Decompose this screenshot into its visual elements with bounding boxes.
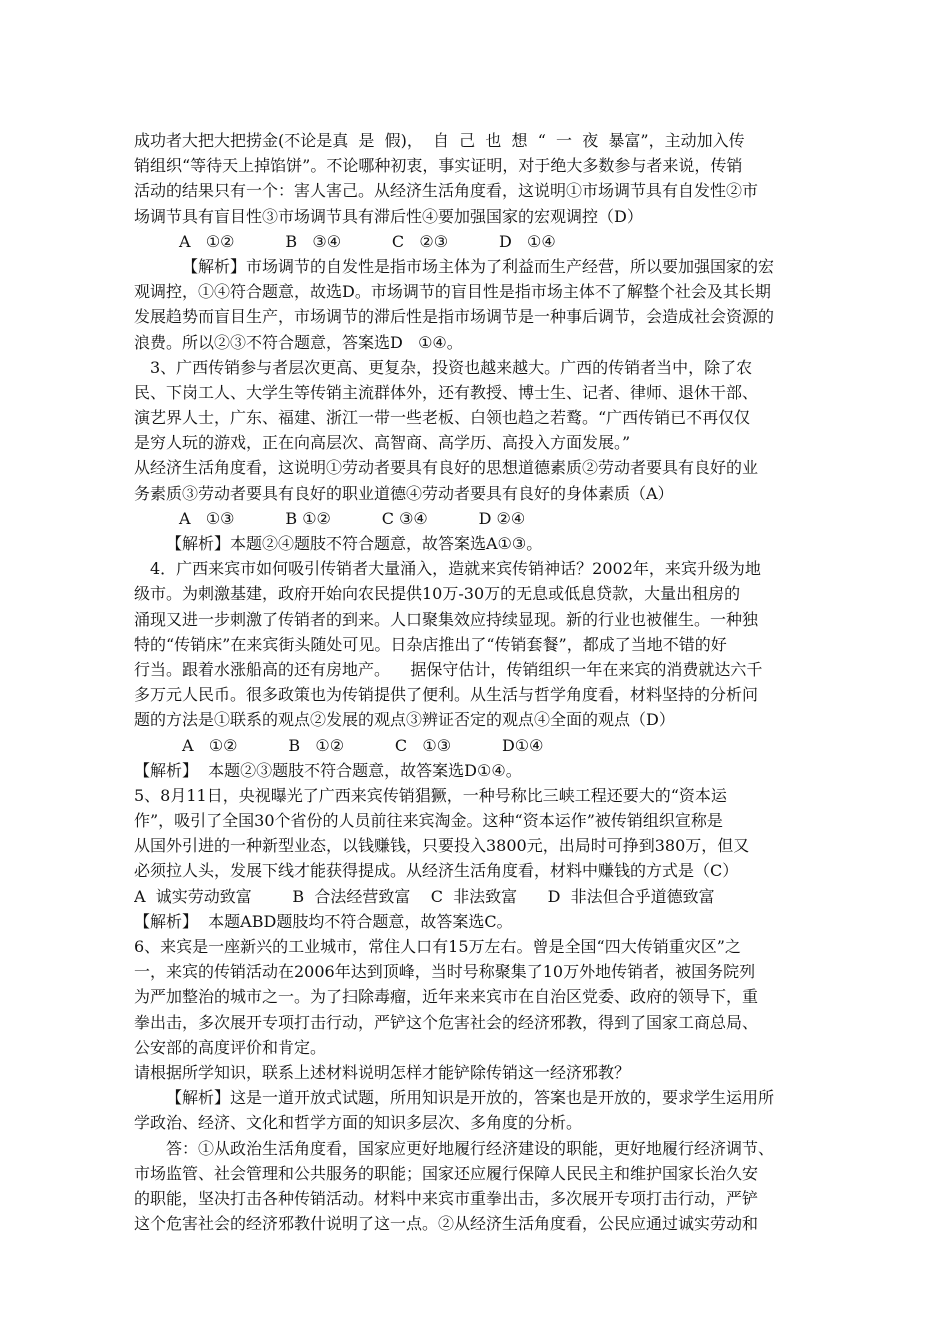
text-line: 从经济生活角度看，这说明①劳动者要具有良好的思想道德素质②劳动者要具有良好的业 <box>134 458 759 478</box>
text-line: 浪费。所以②③不符合题意，答案选D ①④。 <box>134 332 463 352</box>
answer-options: A ①② B ①② C ①③ D①④ <box>182 735 544 755</box>
text-line: 民、下岗工人、大学生等传销主流群体外，还有教授、博士生、记者、律师、退休干部、 <box>134 382 759 402</box>
text-line: 必须拉人头，发展下线才能获得提成。从经济生活角度看，材料中赚钱的方式是（C） <box>134 861 739 881</box>
text-line: 作”，吸引了全国30个省份的人员前往来宾淘金。这种“资本运作”被传销组织宣称是 <box>134 811 723 831</box>
text-line: 行当。跟着水涨船高的还有房地产。 据保守估计，传销组织一年在来宾的消费就达六千 <box>134 659 763 679</box>
answer-options: A ①③ B ①② C ③④ D ②④ <box>179 508 526 528</box>
analysis-line: 【解析】市场调节的自发性是指市场主体为了利益而生产经营，所以要加强国家的宏 <box>182 256 775 276</box>
question-line: 6、来宾是一座新兴的工业城市，常住人口有15万左右。曾是全国“四大传销重灾区”之 <box>134 937 741 956</box>
text-line: 发展趋势而盲目生产，市场调节的滞后性是指市场调节是一种事后调节，会造成社会资源的 <box>134 307 775 327</box>
text-line: 务素质③劳动者要具有良好的职业道德④劳动者要具有良好的身体素质（A） <box>134 483 674 503</box>
analysis-line: 【解析】本题②④题肢不符合题意，故答案选A①③。 <box>166 534 543 553</box>
text-line: 拳出击，多次展开专项打击行动，严铲这个危害社会的经济邪教，得到了国家工商总局、 <box>134 1012 759 1032</box>
text-line: 一，来宾的传销活动在2006年达到顶峰，当时号称聚集了10万外地传销者，被国务院列 <box>134 962 756 982</box>
text-line: 的职能，坚决打击各种传销活动。材料中来宾市重拳出击，多次展开专项打击行动，严铲 <box>134 1188 759 1208</box>
answer-options: A ①② B ③④ C ②③ D ①④ <box>179 231 556 251</box>
text-line: 多万元人民币。很多政策也为传销提供了便利。从生活与哲学角度看，材料坚持的分析问 <box>134 685 759 705</box>
text-line: 学政治、经济、文化和哲学方面的知识多层次、多角度的分析。 <box>134 1113 583 1133</box>
text-line: 成功者大把大把捞金(不论是真 是 假)， 自 己 也 想 “ 一 夜 暴富”，主动加入传 <box>134 131 745 150</box>
question-prompt: 请根据所学知识，联系上述材料说明怎样才能铲除传销这一经济邪教？ <box>134 1062 631 1082</box>
answer-options: A 诚实劳动致富 B 合法经营致富 C 非法致富 D 非法但合乎道德致富 <box>134 886 715 906</box>
text-line: 这个危害社会的经济邪教什说明了这一点。②从经济生活角度看，公民应通过诚实劳动和 <box>134 1214 759 1234</box>
text-line: 销组织“等待天上掉馅饼”。不论哪种初衷，事实证明，对于绝大多数参与者来说，传销 <box>134 156 743 176</box>
text-line: 涌现又进一步刺激了传销者的到来。人口聚集效应持续显现。新的行业也被催生。一种独 <box>134 609 759 629</box>
question-line: 4．广西来宾市如何吸引传销者大量涌入，造就来宾传销神话？2002年，来宾升级为地 <box>150 559 761 579</box>
text-line: 是穷人玩的游戏，正在向高层次、高智商、高学历、高投入方面发展。” <box>134 433 631 453</box>
question-line: 5、8月11日，央视曝光了广西来宾传销猖獗，一种号称比三峡工程还要大的“资本运 <box>134 785 727 805</box>
text-line: 演艺界人士，广东、福建、浙江一带一些老板、白领也趋之若鹜。“广西传销已不再仅仅 <box>134 408 751 428</box>
text-line: 市场监管、社会管理和公共服务的职能；国家还应履行保障人民民主和维护国家长治久安 <box>134 1163 759 1183</box>
answer-line: 答：①从政治生活角度看，国家应更好地履行经济建设的职能，更好地履行经济调节、 <box>166 1138 775 1158</box>
analysis-line: 【解析】 本题ABD题肢均不符合题意，故答案选C。 <box>134 911 513 931</box>
text-line: 场调节具有盲目性③市场调节具有滞后性④要加强国家的宏观调控（D） <box>134 206 643 226</box>
analysis-line: 【解析】这是一道开放式试题，所用知识是开放的，答案也是开放的，要求学生运用所 <box>166 1088 775 1108</box>
text-line: 题的方法是①联系的观点②发展的观点③辨证否定的观点④全面的观点（D） <box>134 710 675 730</box>
text-line: 从国外引进的一种新型业态，以钱赚钱，只要投入3800元，出局时可挣到380万，但又 <box>134 836 750 856</box>
text-line: 活动的结果只有一个：害人害己。从经济生活角度看，这说明①市场调节具有自发性②市 <box>134 181 759 201</box>
text-line: 特的“传销床”在来宾街头随处可见。日杂店推出了“传销套餐”，都成了当地不错的好 <box>134 634 727 654</box>
text-line: 级市。为刺激基建，政府开始向农民提供10万-30万的无息或低息贷款，大量出租房的 <box>134 584 741 604</box>
question-line: 3、广西传销参与者层次更高、更复杂，投资也越来越大。广西的传销者当中，除了农 <box>150 357 753 377</box>
text-line: 为严加整治的城市之一。为了扫除毒瘤，近年来来宾市在自治区党委、政府的领导下，重 <box>134 987 759 1007</box>
analysis-line: 【解析】 本题②③题肢不符合题意，故答案选D①④。 <box>134 760 522 780</box>
document-page <box>134 128 824 1236</box>
text-line: 观调控，①④符合题意，故选D。市场调节的盲目性是指市场主体不了解整个社会及其长期 <box>134 282 771 302</box>
text-line: 公安部的高度评价和肯定。 <box>134 1037 327 1057</box>
